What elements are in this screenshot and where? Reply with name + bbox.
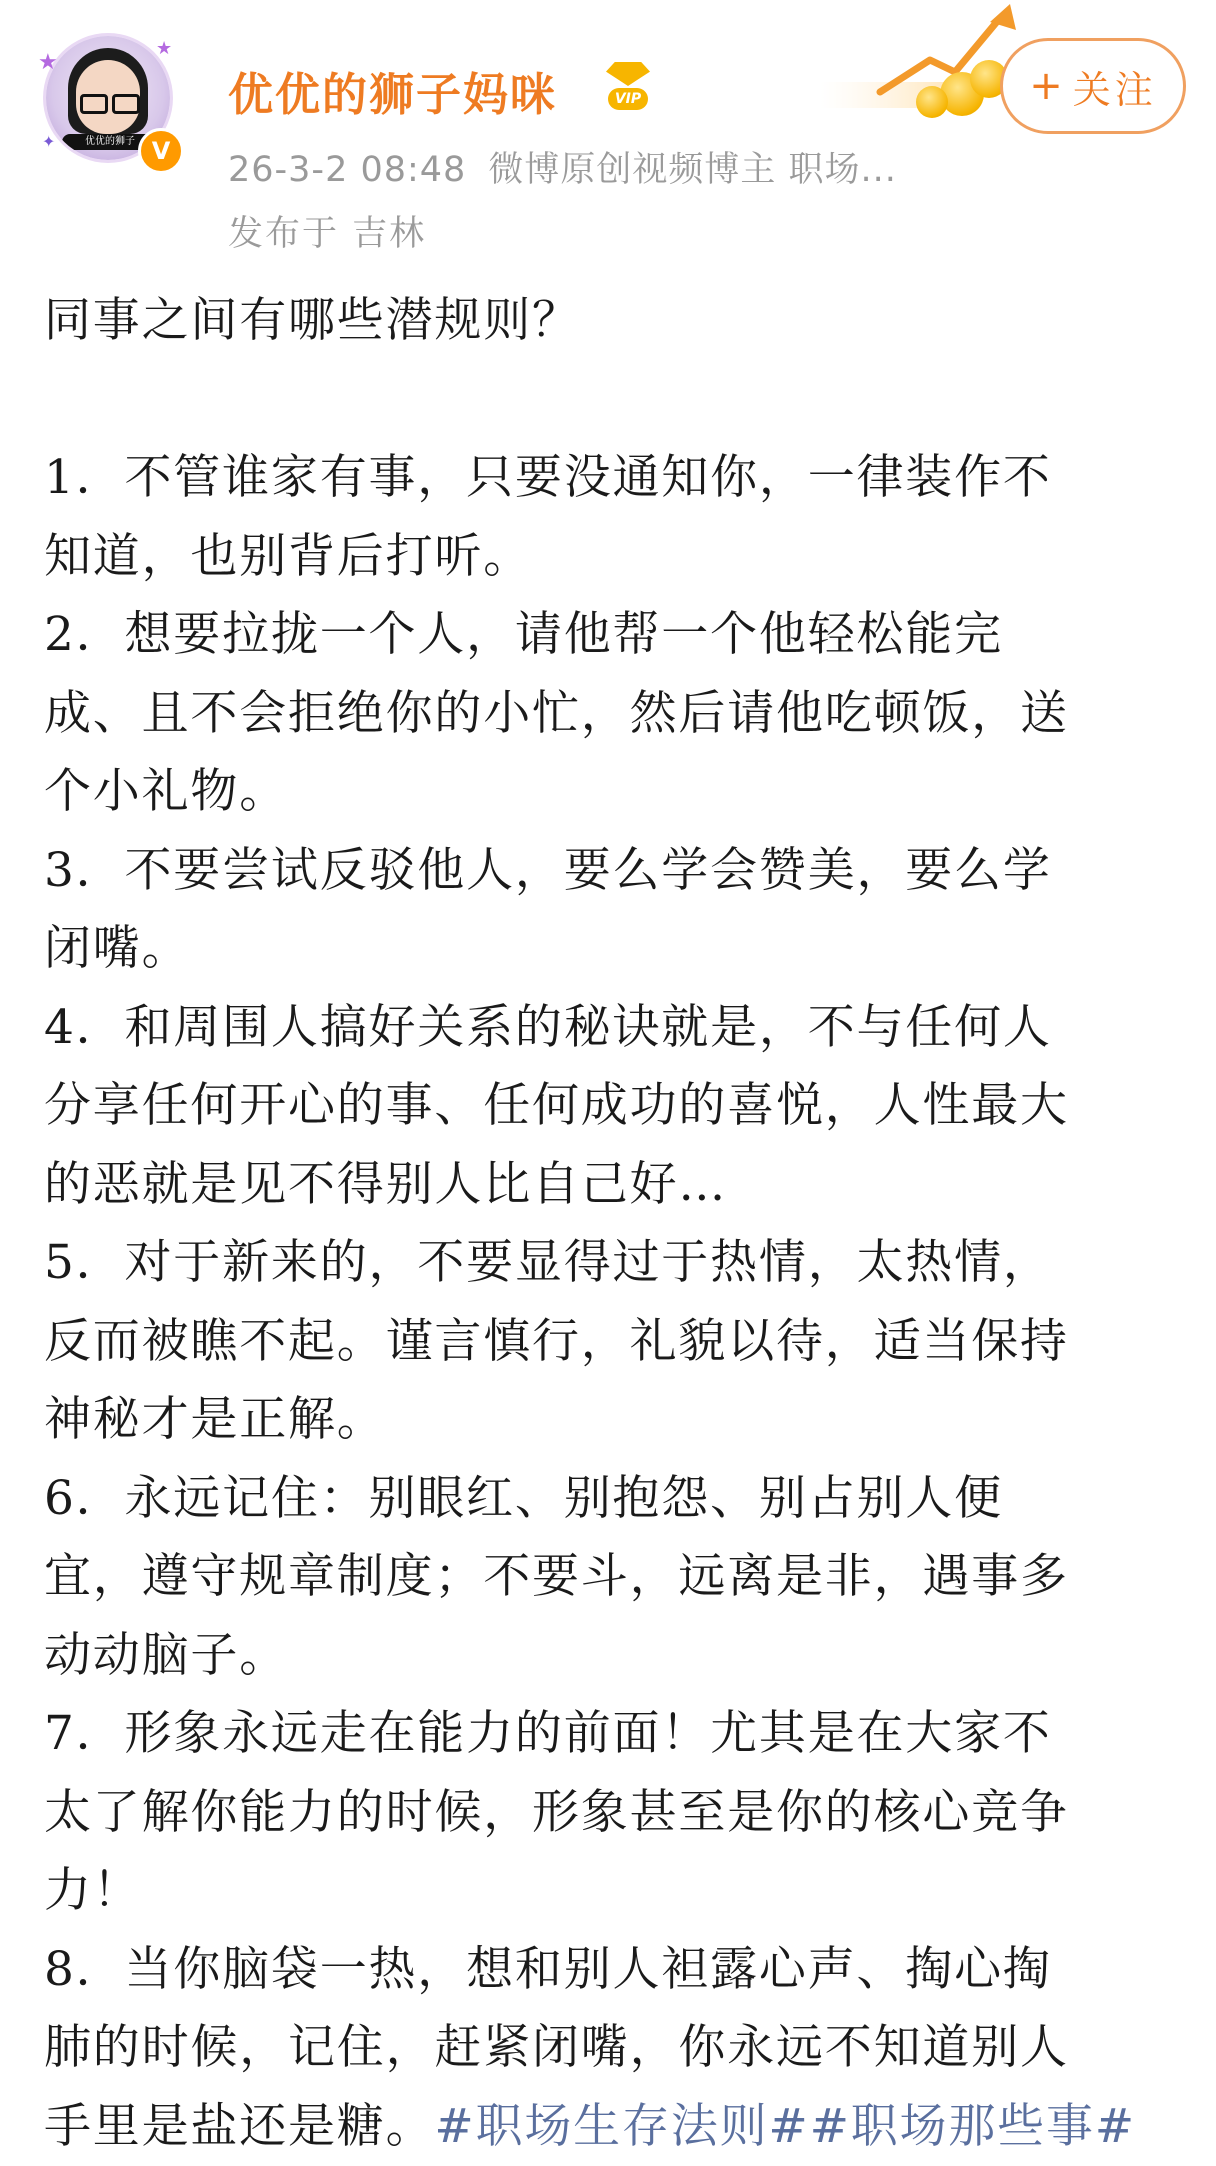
list-item-line: 肺的时候，记住，赶紧闭嘴，你永远不知道别人 [44,2009,1184,2088]
list-item-line: 3．不要尝试反驳他人，要么学会赞美，要么学 [44,832,1184,911]
list-item-line: 太了解你能力的时候，形象甚至是你的核心竞争 [44,1774,1184,1853]
list-item-line: 的恶就是见不得别人比自己好… [44,1146,1184,1225]
list-item-line: 7．形象永远走在能力的前面！尤其是在大家不 [44,1695,1184,1774]
list-item-line: 4．和周围人搞好关系的秘诀就是，不与任何人 [44,989,1184,1068]
post-timestamp: 26-3-2 08:48 [228,150,466,190]
list-item-line: 2．想要拉拢一个人，请他帮一个他轻松能完 [44,596,1184,675]
plus-icon: + [1029,63,1067,109]
list-item-line: 闭嘴。 [44,910,1184,989]
list-item-line: 反而被瞧不起。谨言慎行，礼貌以待，适当保持 [44,1303,1184,1382]
post-location: 发布于 吉林 [228,206,426,256]
list-item-line: 力！ [44,1852,1184,1931]
avatar-label: 优优的狮子 [62,134,158,150]
list-item-line: 5．对于新来的，不要显得过于热情，太热情， [44,1224,1184,1303]
list-item-line: 8．当你脑袋一热，想和别人袒露心声、掏心掏 [44,1931,1184,2010]
post-header [0,0,1216,260]
post-body [44,282,1184,2166]
vip-badge-icon [602,62,654,114]
list-item-line: 知道，也别背后打听。 [44,518,1184,597]
username[interactable]: 优优的狮子妈咪 [228,58,557,123]
avatar[interactable] [38,28,178,173]
coins-trend-decoration-icon [820,0,1030,125]
list-item-line: 分享任何开心的事、任何成功的喜悦，人性最大 [44,1067,1184,1146]
list-item-line: 神秘才是正解。 [44,1381,1184,1460]
post-source: 微博原创视频博主 职场... [488,150,897,190]
list-item-line: 1．不管谁家有事，只要没通知你，一律装作不 [44,439,1184,518]
list-item-line: 宜，遵守规章制度；不要斗，远离是非，遇事多 [44,1538,1184,1617]
list-item-line: 手里是盐还是糖。 [44,2099,434,2154]
post-title: 同事之间有哪些潜规则？ [44,282,1184,361]
list-item-line: 个小礼物。 [44,753,1184,832]
list-item-line: 成、且不会拒绝你的小忙，然后请他吃顿饭，送 [44,675,1184,754]
vip-label: VIP [608,88,648,110]
list-item-line: 动动脑子。 [44,1617,1184,1696]
post-meta [228,142,897,192]
blank-line [44,361,1184,440]
star-icon: ★ [156,38,172,59]
star-icon: ★ [38,50,58,75]
follow-button-label: 关注 [1073,59,1157,114]
follow-button[interactable] [1000,38,1186,134]
star-icon: ✦ [42,132,55,151]
hashtag-link[interactable]: #职场生存法则##职场那些事# [434,2099,1136,2154]
verified-badge-icon: V [138,128,184,174]
last-line [44,2088,1184,2166]
list-item-line: 6．永远记住：别眼红、别抱怨、别占别人便 [44,1460,1184,1539]
